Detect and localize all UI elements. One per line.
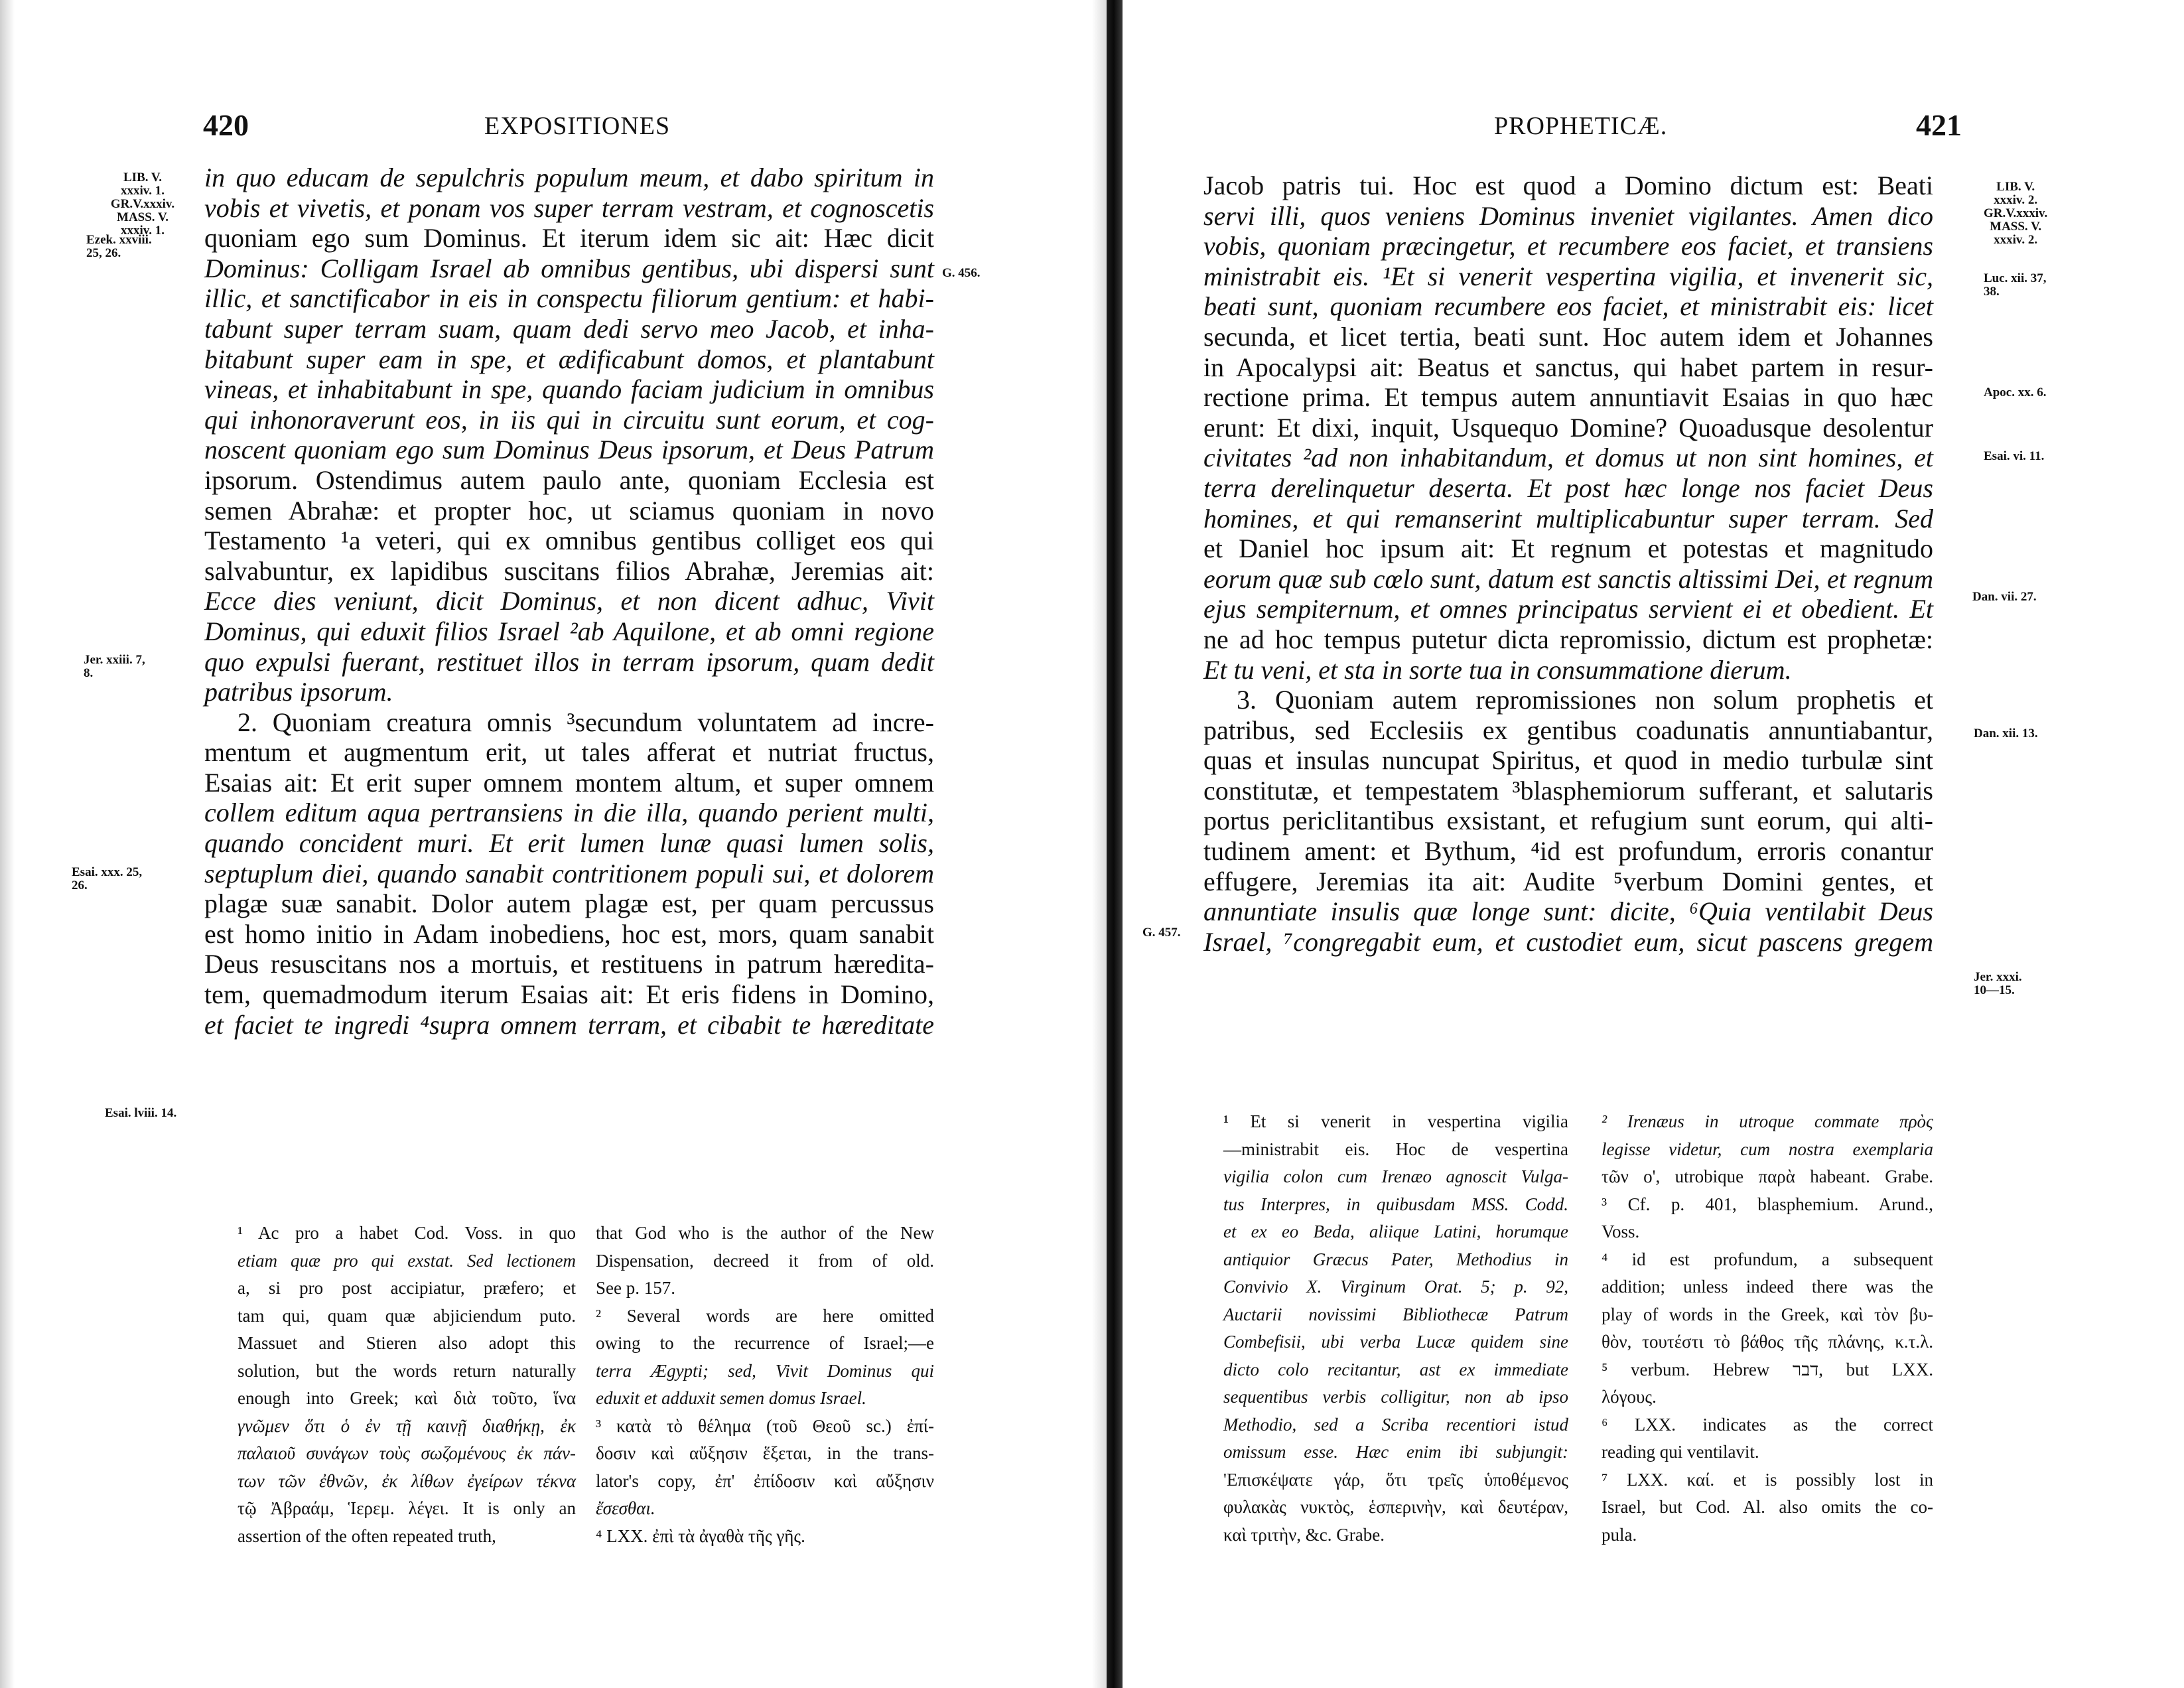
footnote-line: etiam quæ pro qui exstat. Sed lectionem bbox=[238, 1250, 576, 1271]
footnote-line: τῷ Ἀβραάμ, Ἱερεμ. λέγει. It is only an bbox=[238, 1498, 576, 1518]
footnote-line: ἔσεσθαι. bbox=[596, 1498, 655, 1518]
footnote-line: Voss. bbox=[1602, 1222, 1640, 1241]
left-page bbox=[72, 0, 1028, 1688]
text-line: vobis et vivetis, et ponam vos super terram vestram, et cognoscetis bbox=[204, 192, 934, 223]
text-line: Dominus, qui eduxit filios Israel ²ab Aquilone, et ab omni regione bbox=[204, 616, 934, 646]
text-line: illic, et sanctificabor in eis in conspectu filiorum gentium: et habi- bbox=[204, 283, 934, 314]
footnote-line: Auctarii novissimi Bibliothecæ Patrum bbox=[1223, 1304, 1568, 1324]
text-line: quas et insulas nuncupat Spiritus, et quod in medio turbulæ sint bbox=[1203, 745, 1933, 776]
text-line: septuplum diei, quando sanabit contritionem populi sui, et dolorem bbox=[204, 858, 934, 888]
footnote-line: antiquior Græcus Pater, Methodius in bbox=[1223, 1249, 1568, 1269]
text-line: ejus sempiternum, et omnes principatus servient ei et obedient. Et bbox=[1203, 594, 1933, 624]
footnote-line: θὸν, τουτέστι τὸ βάθος τῆς πλάνης, κ.τ.λ. bbox=[1602, 1332, 1933, 1352]
text-line: rectione prima. Et tempus autem annuntiavit Esaias in quo hæc bbox=[1203, 382, 1933, 413]
margin-ref-apoc: Apoc. xx. 6. bbox=[1984, 386, 2047, 399]
text-line: patribus ipsorum. bbox=[204, 677, 393, 707]
text-line: tem, quemadmodum iterum Esaias ait: Et eris fidens in Domino, bbox=[204, 979, 934, 1010]
text-line: et faciet te ingredi ⁴supra omnem terram, et cibabit te hæreditate bbox=[204, 1009, 934, 1040]
footnote-line: owing to the recurrence of Israel;—e bbox=[596, 1333, 934, 1353]
margin-ref-esai-xxx: Esai. xxx. 25, 26. bbox=[72, 865, 143, 892]
gutter-shadow bbox=[1092, 0, 1107, 1688]
text-line: Esaias ait: Et erit super omnem montem altum, et super omnem bbox=[204, 767, 934, 798]
text-line: tudinem ament: et Bythum, ⁴id est profundum, erroris conantur bbox=[1203, 836, 1933, 867]
text-line: ne ad hoc tempus putetur dicta repromissio, dictum est prophetæ: bbox=[1203, 624, 1933, 654]
page-edge-shadow bbox=[0, 0, 15, 1688]
footnote-line: et ex eo Beda, aliique Latini, horumque bbox=[1223, 1222, 1568, 1241]
footnote-line: omissum esse. Hæc enim ibi subjungit: bbox=[1223, 1442, 1568, 1462]
book-gutter bbox=[1107, 0, 1123, 1688]
text-line: 2. Quoniam creatura omnis ³secundum voluntatem ad incre- bbox=[238, 707, 934, 737]
text-line: est homo initio in Adam inobediens, hoc est, mors, quam sanabit bbox=[204, 918, 934, 949]
text-line: constitutæ, et tempestatem ³blasphemiorum sufferant, et salutaris bbox=[1203, 775, 1933, 806]
text-line: ministrabit eis. ¹Et si venerit vespertina vigilia, et invenerit sic, bbox=[1203, 261, 1933, 291]
footnote-line: Dispensation, decreed it from of old. bbox=[596, 1250, 934, 1271]
text-line: mentum et augmentum erit, ut tales afferat et nutriat fructus, bbox=[204, 737, 934, 768]
footnote-line: των τῶν ἐθνῶν, ἐκ λίθων ἐγείρων τέκνα bbox=[238, 1470, 576, 1491]
text-line: noscent quoniam ego sum Dominus Deus ipsorum, et Deus Patrum bbox=[204, 435, 934, 465]
text-line: plagæ suæ sanabit. Dolor autem plagæ est, per quam percussus bbox=[204, 888, 934, 919]
footnote-line: addition; unless indeed there was the bbox=[1602, 1277, 1933, 1297]
footnote-line: φυλακὰς νυκτὸς, ἑσπερινὴν, καὶ δευτέραν, bbox=[1223, 1497, 1568, 1517]
footnote-line: legisse videtur, cum nostra exemplaria bbox=[1602, 1139, 1933, 1159]
running-head: PROPHETICÆ. bbox=[1494, 112, 1668, 140]
text-line: quando concident muri. Et erit lumen lunæ quasi lumen solis, bbox=[204, 828, 934, 859]
text-line: terra derelinquetur deserta. Et post hæc longe nos faciet Deus bbox=[1203, 472, 1933, 503]
text-line: semen Abrahæ: et propter hoc, ut sciamus quoniam in novo bbox=[204, 495, 934, 526]
text-line: ipsorum. Ostendimus autem paulo ante, quoniam Ecclesia est bbox=[204, 464, 934, 495]
footnote-line: γνῶμεν ὅτι ὁ ἐν τῇ καινῇ διαθήκῃ, ἐκ bbox=[238, 1415, 576, 1436]
text-line: bitabunt super eam in spe, et ædificabunt domos, et plantabunt bbox=[204, 344, 934, 374]
text-line: Jacob patris tui. Hoc est quod a Domino dictum est: Beati bbox=[1203, 171, 1933, 200]
footnote-line: Combefisii, ubi verba Lucæ quidem sine bbox=[1223, 1332, 1568, 1352]
right-body-text bbox=[1203, 171, 1933, 957]
page-number: 420 bbox=[203, 108, 249, 142]
text-line: et Daniel hoc ipsum ait: Et regnum et potestas et magnitudo bbox=[1203, 533, 1933, 564]
footnote-line: ¹ Ac pro a habet Cod. Voss. in quo bbox=[238, 1223, 576, 1243]
text-line: tabunt super terram suam, quam dedi servo meo Jacob, et inha- bbox=[204, 313, 934, 344]
footnote-line: tam qui, quam quæ abjiciendum puto. bbox=[238, 1305, 576, 1326]
footnote-line: Massuet and Stieren also adopt this bbox=[238, 1333, 576, 1353]
text-line: erunt: Et dixi, inquit, Usquequo Domine? Quoadusque desolentur bbox=[1203, 412, 1933, 443]
footnote-line: vigilia colon cum Irenæo agnoscit Vulga- bbox=[1223, 1166, 1568, 1186]
text-line: in Apocalypsi ait: Beatus et sanctus, qui habet partem in resur- bbox=[1203, 352, 1933, 382]
footnote-line: ⁷ LXX. καί. et is possibly lost in bbox=[1602, 1469, 1933, 1490]
footnote-line: παλαιοῦ συνάγων τοὺς σωζομένους ἐκ πάν- bbox=[238, 1443, 576, 1463]
text-line: collem editum aqua pertransiens in die illa, quando perient multi, bbox=[204, 798, 934, 828]
footnote-line: See p. 157. bbox=[596, 1278, 675, 1298]
footnote-line: 'Επισκέψατε γάρ, ὅτι τρεῖς ὑποθέμενος bbox=[1223, 1469, 1568, 1490]
margin-ref-dan-vii: Dan. vii. 27. bbox=[1972, 590, 2037, 604]
text-line: qui inhonoraverunt eos, in iis qui in circuitu sunt eorum, et cog- bbox=[204, 404, 934, 435]
text-line: Israel, ⁷congregabit eum, et custodiet eum, sicut pascens gregem bbox=[1203, 926, 1933, 957]
text-line: quo expulsi fuerant, restituet illos in terram ipsorum, quam dedit bbox=[204, 646, 934, 677]
footnote-column bbox=[1602, 1108, 1933, 1549]
footnote-line: ⁴ LXX. ἐπὶ τὰ ἀγαθὰ τῆς γῆς. bbox=[596, 1525, 805, 1546]
text-line: patribus, sed Ecclesiis ex gentibus coadunatis annuntiabantur, bbox=[1203, 715, 1933, 745]
footnote-line: ³ κατὰ τὸ θέλημα (τοῦ Θεοῦ sc.) ἐπί- bbox=[596, 1415, 934, 1436]
footnote-line: ² Irenæus in utroque commate πρὸς bbox=[1602, 1111, 1933, 1131]
text-line: 3. Quoniam autem repromissiones non solum prophetis et bbox=[1237, 685, 1933, 715]
margin-ref-g456: G. 456. bbox=[942, 266, 981, 280]
text-line: annuntiate insulis quæ longe sunt: dicite, ⁶Quia ventilabit Deus bbox=[1203, 896, 1933, 927]
running-head: EXPOSITIONES bbox=[484, 112, 671, 140]
text-line: salvabuntur, ex lapidibus suscitans filios Abrahæ, Jeremias ait: bbox=[204, 555, 934, 586]
text-line: Ecce dies veniunt, dicit Dominus, et non dicent adhuc, Vivit bbox=[204, 586, 934, 616]
text-line: in quo educam de sepulchris populum meum, et dabo spiritum in bbox=[204, 163, 934, 192]
margin-ref-lib: LIB. V. xxxiv. 1. GR.V.xxxiv. MASS. V. xxxiv. 1. bbox=[110, 171, 175, 238]
text-line: eorum quæ sub cœlo sunt, datum est sanctis altissimi Dei, et regnum bbox=[1203, 563, 1933, 594]
footnote-line: λόγους. bbox=[1602, 1387, 1657, 1407]
footnote-line: τῶν ο', utrobique παρὰ habeant. Grabe. bbox=[1602, 1166, 1933, 1186]
margin-ref-esai-lviii: Esai. lviii. 14. bbox=[105, 1106, 177, 1120]
footnote-line: a, si pro post accipiatur, præfero; et bbox=[238, 1278, 576, 1298]
footnote-line: Convivio X. Virginum Orat. 5; p. 92, bbox=[1223, 1277, 1568, 1297]
footnote-line: δοσιν καὶ αὔξησιν ἕξεται, in the trans- bbox=[596, 1443, 934, 1463]
text-line: civitates ²ad non inhabitandum, et domus ut non sint homines, et bbox=[1203, 443, 1933, 473]
text-line: vineas, et inhabitabunt in spe, quando faciam judicium in omnibus bbox=[204, 374, 934, 405]
footnote-line: that God who is the author of the New bbox=[596, 1223, 934, 1243]
footnote-line: pula. bbox=[1602, 1524, 1637, 1545]
footnote-line: ¹ Et si venerit in vespertina vigilia bbox=[1223, 1111, 1568, 1131]
footnote-line: assertion of the often repeated truth, bbox=[238, 1525, 496, 1546]
footnote-line: Israel, but Cod. Al. also omits the co- bbox=[1602, 1497, 1933, 1517]
right-page bbox=[1142, 0, 2110, 1688]
text-line: Testamento ¹a veteri, qui ex omnibus gentibus colliget eos qui bbox=[204, 526, 934, 556]
footnote-line: ⁵ verbum. Hebrew דבר, but LXX. bbox=[1602, 1359, 1933, 1379]
margin-ref-esai-vi: Esai. vi. 11. bbox=[1984, 449, 2045, 463]
text-line: servi illi, quos veniens Dominus inveniet vigilantes. Amen dico bbox=[1203, 200, 1933, 231]
text-line: Dominus: Colligam Israel ab omnibus gentibus, ubi dispersi sunt bbox=[204, 253, 934, 283]
footnote-line: ² Several words are here omitted bbox=[596, 1305, 934, 1326]
footnote-line: ⁶ LXX. indicates as the correct bbox=[1602, 1414, 1933, 1435]
footnote-line: lator's copy, ἐπ' ἐπίδοσιν καὶ αὔξησιν bbox=[596, 1470, 934, 1491]
text-line: quoniam ego sum Dominus. Et iterum idem sic ait: Hæc dicit bbox=[204, 223, 934, 253]
footnote-line: Methodio, sed a Scriba recentiori istud bbox=[1223, 1414, 1568, 1435]
margin-ref-jer-xxxi: Jer. xxxi. 10—15. bbox=[1974, 970, 2022, 997]
footnote-column bbox=[238, 1220, 576, 1550]
text-line: beati sunt, quoniam recumbere eos faciet, et ministrabit eis: licet bbox=[1203, 291, 1933, 322]
footnote-line: καὶ τριτὴν, &c. Grabe. bbox=[1223, 1524, 1385, 1545]
margin-ref-ezek: Ezek. xxviii. 25, 26. bbox=[86, 233, 152, 260]
footnote-column bbox=[1223, 1108, 1568, 1549]
footnote-line: reading qui ventilavit. bbox=[1602, 1442, 1759, 1462]
margin-ref-g457: G. 457. bbox=[1142, 926, 1181, 940]
text-line: secunda, et licet tertia, beati sunt. Hoc autem idem et Johannes bbox=[1203, 321, 1933, 352]
text-line: portus periclitantibus exsistant, et refugium sunt eorum, qui alti- bbox=[1203, 806, 1933, 836]
footnote-line: terra Ægypti; sed, Vivit Dominus qui bbox=[596, 1360, 934, 1381]
footnote-line: —ministrabit eis. Hoc de vespertina bbox=[1223, 1139, 1568, 1159]
text-line: vobis, quoniam præcingetur, et recumbere eos faciet, et transiens bbox=[1203, 231, 1933, 261]
margin-ref-jer: Jer. xxiii. 7, 8. bbox=[84, 653, 145, 680]
footnote-line: enough into Greek; καὶ διὰ τοῦτο, ἵνα bbox=[238, 1388, 576, 1408]
footnote-line: ³ Cf. p. 401, blasphemium. Arund., bbox=[1602, 1194, 1933, 1214]
footnote-line: eduxit et adduxit semen domus Israel. bbox=[596, 1388, 866, 1408]
text-line: Et tu veni, et sta in sorte tua in consummatione dierum. bbox=[1203, 654, 1792, 685]
footnote-line: play of words in the Greek, καὶ τὸν βυ- bbox=[1602, 1304, 1933, 1324]
footnote-line: sequentibus verbis colligitur, non ab ipso bbox=[1223, 1387, 1568, 1407]
margin-ref-dan-xii: Dan. xii. 13. bbox=[1974, 727, 2038, 740]
footnote-line: ⁴ id est profundum, a subsequent bbox=[1602, 1249, 1933, 1269]
left-body-text bbox=[204, 163, 934, 1040]
margin-ref-luc: Luc. xii. 37, 38. bbox=[1984, 271, 2047, 299]
page-number: 421 bbox=[1916, 108, 1962, 142]
footnote-line: dicto colo recitantur, ast ex immediate bbox=[1223, 1359, 1568, 1379]
text-line: Deus resuscitans nos a mortuis, et restituens in patrum hæredita- bbox=[204, 949, 934, 979]
footnote-column bbox=[596, 1220, 934, 1550]
text-line: effugere, Jeremias ita ait: Audite ⁵verbum Domini gentes, et bbox=[1203, 866, 1933, 896]
text-line: homines, et qui remanserint multiplicabuntur super terram. Sed bbox=[1203, 503, 1933, 533]
footnote-line: tus Interpres, in quibusdam MSS. Codd. bbox=[1223, 1194, 1568, 1214]
footnote-line: solution, but the words return naturally bbox=[238, 1360, 576, 1381]
margin-ref-lib: LIB. V. xxxiv. 2. GR.V.xxxiv. MASS. V. xxxiv. 2. bbox=[1984, 180, 2048, 247]
